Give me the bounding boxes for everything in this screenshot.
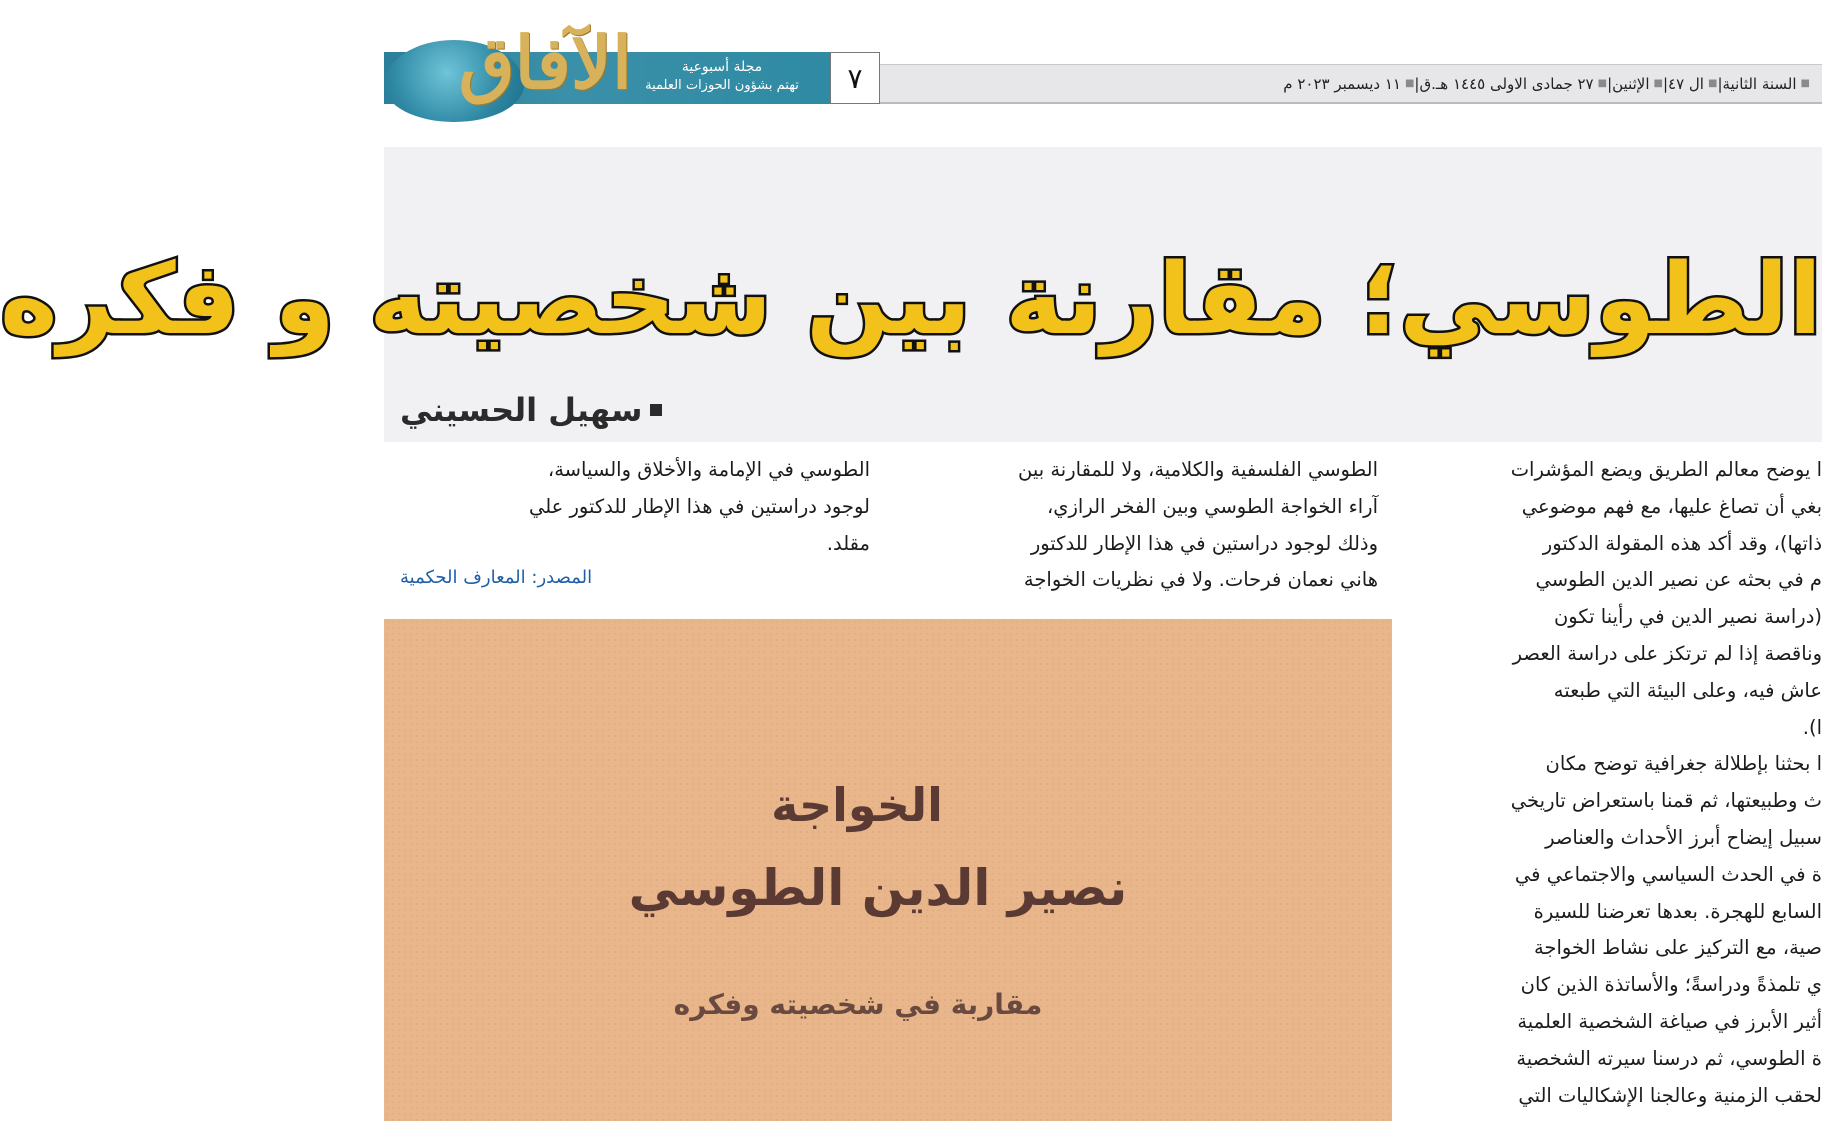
article-column-middle bbox=[906, 452, 1378, 599]
article-text-line: م في بحثه عن نصير الدين الطوسي bbox=[1535, 568, 1822, 592]
article-text-line: ذاتها)، وقد أكد هذه المقولة الدكتور bbox=[1542, 531, 1822, 555]
meta-gregorian-date-text: ١١ ديسمبر ٢٠٢٣ م bbox=[1283, 74, 1401, 93]
article-text-line: الطوسي في الإمامة والأخلاق والسياسة، bbox=[547, 458, 870, 481]
meta-separator: | bbox=[1414, 74, 1420, 93]
meta-hijri-date: ■ ٢٧ جمادى الاولى ١٤٤٥ هـ.ق bbox=[1419, 74, 1608, 93]
article-text-line: مقلد. bbox=[826, 531, 870, 555]
article-text-line: الطوسي الفلسفية والكلامية، ولا للمقارنة بين bbox=[1017, 458, 1378, 481]
article-text-line: ة في الحدث السياسي والاجتماعي في bbox=[1514, 862, 1822, 886]
article-text-line: ا). bbox=[1802, 715, 1822, 739]
book-cover-title-line2: نصير الدين الطوسي bbox=[628, 859, 1128, 917]
article-text-line: ا يوضح معالم الطريق ويضع المؤشرات bbox=[1510, 458, 1822, 481]
article-headline: الطوسي؛ مقارنة بين شخصيته و فكره bbox=[0, 243, 1822, 357]
author-name: سهيل الحسيني bbox=[400, 391, 643, 429]
article-text-line: أثير الأبرز في صياغة الشخصية العلمية bbox=[1517, 1009, 1822, 1033]
article-text-line: وذلك لوجود دراستين في هذا الإطار للدكتور bbox=[1030, 531, 1378, 555]
meta-hijri-date-text: ٢٧ جمادى الاولى ١٤٤٥ هـ.ق bbox=[1419, 74, 1594, 93]
magazine-logo: الآفاق bbox=[458, 20, 632, 105]
meta-issue: ■ ال ٤٧ bbox=[1668, 74, 1718, 93]
article-text-line: وناقصة إذا لم ترتكز على دراسة العصر bbox=[1512, 641, 1822, 665]
article-text-line: ة الطوسي، ثم درسنا سيرته الشخصية bbox=[1516, 1046, 1822, 1070]
book-cover-title-line1: الخواجة bbox=[771, 778, 943, 832]
author-byline bbox=[400, 385, 662, 435]
article-text-line: عاش فيه، وعلى البيئة التي طبعته bbox=[1553, 678, 1822, 702]
article-column-left bbox=[400, 452, 870, 562]
article-text-line: السابع للهجرة. بعدها تعرضنا للسيرة bbox=[1533, 899, 1822, 923]
meta-separator: | bbox=[1662, 74, 1669, 93]
article-column-right bbox=[1412, 452, 1822, 1114]
article-text-line: سبيل إيضاح أبرز الأحداث والعناصر bbox=[1545, 825, 1822, 849]
article-text-line: آراء الخواجة الطوسي وبين الفخر الرازي، bbox=[1046, 494, 1378, 518]
meta-separator: | bbox=[1717, 74, 1723, 93]
article-text-line: ث وطبيعتها، ثم قمنا باستعراض تاريخي bbox=[1510, 789, 1822, 813]
article-text-line: بغي أن تصاغ عليها، مع فهم موضوعي bbox=[1521, 494, 1822, 518]
article-text-line: لحقب الزمنية وعالجنا الإشكاليات التي bbox=[1518, 1083, 1822, 1107]
meta-day-text: الإثنين bbox=[1612, 74, 1650, 93]
meta-gregorian-date: ■ ١١ ديسمبر ٢٠٢٣ م bbox=[1283, 74, 1415, 93]
book-cover-subtitle: مقاربة في شخصيته وفكره bbox=[673, 988, 1043, 1021]
article-text-line: ا بحثنا بإطلالة جغرافية توضح مكان bbox=[1545, 752, 1822, 776]
page-number: ٧ bbox=[830, 52, 880, 104]
logo-tagline: تهتم بشؤون الحوزات العلمية bbox=[645, 78, 799, 93]
article-text-line: (دراسة نصير الدين في رأينا تكون bbox=[1553, 605, 1822, 629]
article-text-line: هاني نعمان فرحات. ولا في نظريات الخواجة bbox=[1023, 568, 1378, 592]
meta-year-text: السنة الثانية bbox=[1722, 74, 1797, 93]
article-text-line: صية، مع التركيز على نشاط الخواجة bbox=[1533, 936, 1822, 960]
meta-year: ■ السنة الثانية bbox=[1722, 74, 1810, 93]
meta-issue-text: ال ٤٧ bbox=[1668, 74, 1704, 93]
article-source: المصدر: المعارف الحكمية bbox=[400, 567, 593, 588]
issue-info-bar bbox=[880, 64, 1822, 104]
article-text-line: لوجود دراستين في هذا الإطار للدكتور علي bbox=[528, 494, 870, 518]
logo-subtitle: مجلة أسبوعية bbox=[681, 59, 763, 75]
meta-separator: | bbox=[1607, 74, 1613, 93]
meta-day: ■ الإثنين bbox=[1612, 74, 1663, 93]
byline-square-icon bbox=[650, 404, 662, 416]
article-text-line: ي تلمذةً ودراسةً؛ والأساتذة الذين كان bbox=[1520, 973, 1822, 997]
